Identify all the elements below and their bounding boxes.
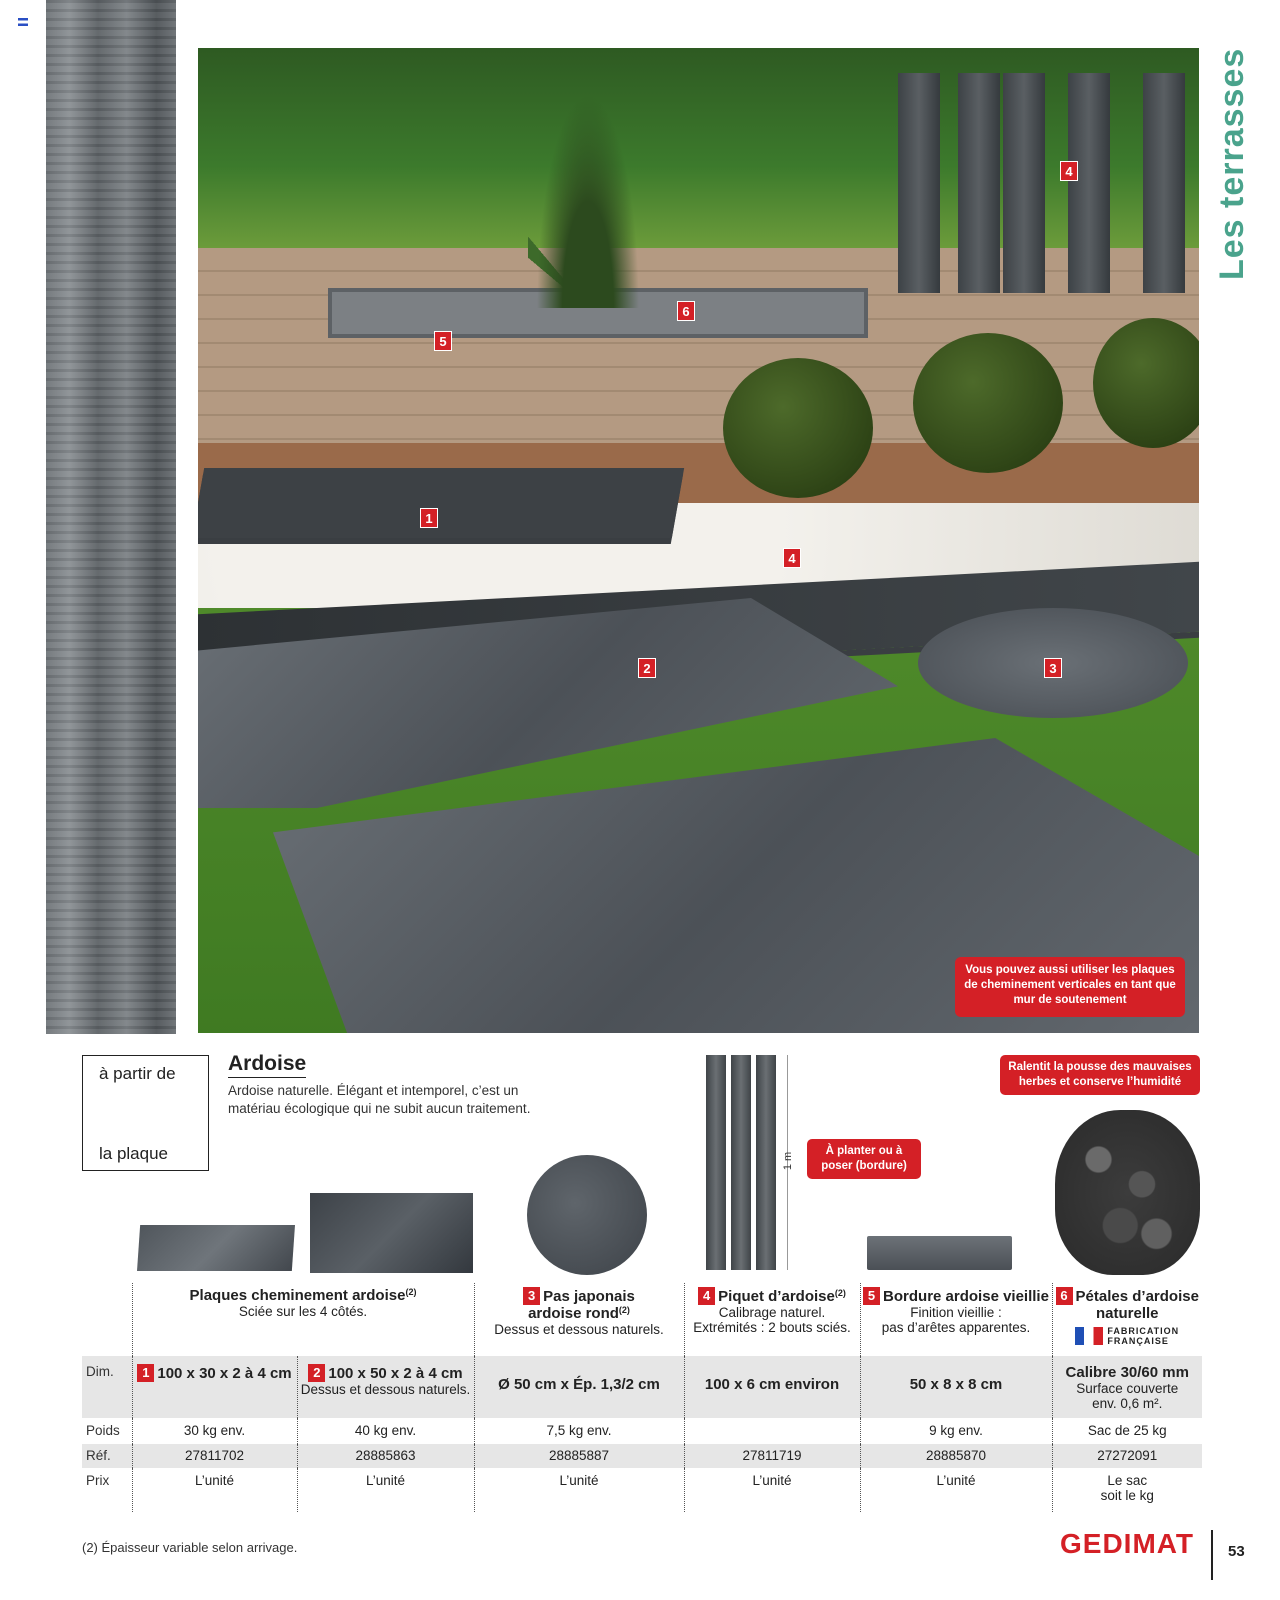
slate-fence-post	[1068, 73, 1110, 293]
row-label-prix: Prix	[86, 1473, 110, 1488]
product-header-pas-japonais: 3 Pas japonais ardoise rond$^{(2)}$ Dessus et dessous naturels.	[474, 1283, 684, 1356]
round-shrub	[723, 358, 873, 498]
photo-marker-4-border: 4	[783, 548, 801, 568]
page-number-divider	[1211, 1530, 1213, 1580]
price-unit-label: la plaque	[99, 1144, 169, 1163]
product-image-border	[867, 1236, 1012, 1270]
product-header-piquet: 4 Piquet d’ardoise$^{(2)}$ Calibrage naturel. Extrémités : 2 bouts sciés.	[684, 1283, 860, 1356]
slate-fence-post	[1143, 73, 1185, 293]
photo-marker-5: 5	[434, 331, 452, 351]
photo-note-callout: Vous pouvez aussi utiliser les plaques de cheminement verticales en tant que mur de soutenement	[955, 957, 1185, 1017]
table-row	[82, 1356, 1202, 1418]
product-image-stake	[731, 1055, 751, 1270]
photo-marker-1: 1	[420, 508, 438, 528]
product-header-petales: 6 Pétales d’ardoise naturelle FABRICATION FRANÇAISE	[1052, 1283, 1202, 1356]
stake-callout: À planter ou à poser (bordure)	[807, 1139, 921, 1179]
dim-cell-1: 1 100 x 30 x 2 à 4 cm	[132, 1356, 297, 1418]
footnote: (2) Épaisseur variable selon arrivage.	[82, 1540, 298, 1555]
table-row: Poids 30 kg env. 40 kg env. 7,5 kg env. 9 kg env. Sac de 25 kg	[82, 1418, 1202, 1444]
product-image-stake	[756, 1055, 776, 1270]
slate-post-image	[46, 0, 176, 1034]
product-image-stake	[706, 1055, 726, 1270]
table-row: Prix L’unité L’unité L’unité L’unité L’unité Le sac soit le kg	[82, 1468, 1202, 1512]
round-shrub	[913, 333, 1063, 473]
slate-fence-post	[958, 73, 1000, 293]
section-side-title: Les terrasses	[1213, 47, 1251, 280]
french-flag-icon	[1075, 1327, 1103, 1345]
product-image-petals	[1055, 1110, 1200, 1275]
gedimat-logo: GEDIMAT	[1060, 1528, 1195, 1559]
product-image-plate-large	[310, 1193, 473, 1273]
slate-fence-post	[1003, 73, 1045, 293]
palm-plant	[528, 58, 648, 308]
product-header-bordure: 5 Bordure ardoise vieillie Finition vieillie : pas d’arêtes apparentes.	[860, 1283, 1052, 1356]
slate-fence-post	[898, 73, 940, 293]
table-row: Réf. 27811702 28885863 28885887 27811719 28885870 27272091	[82, 1444, 1202, 1468]
dim-cell-2: 2 100 x 50 x 2 à 4 cm Dessus et dessous naturels.	[297, 1356, 474, 1418]
product-family-title: Ardoise	[228, 1052, 306, 1078]
spec-table	[82, 1283, 1202, 1512]
table-row	[82, 1283, 1202, 1356]
row-label-poids: Poids	[86, 1423, 120, 1438]
dim-cell-3: Ø 50 cm x Ép. 1,3/2 cm	[474, 1356, 684, 1418]
row-label-ref: Réf.	[82, 1444, 132, 1468]
photo-marker-4-fence: 4	[1060, 161, 1078, 181]
slate-slab-1	[198, 468, 684, 538]
price-from-label: à partir de	[99, 1064, 176, 1083]
photo-marker-2: 2	[638, 658, 656, 678]
product-image-plate-small	[137, 1225, 295, 1271]
garden-photo	[198, 48, 1199, 1033]
dim-cell-6: Calibre 30/60 mm Surface couverte env. 0,6 m².	[1052, 1356, 1202, 1418]
product-family-description: Ardoise naturelle. Élégant et intemporel, c’est un matériau écologique qui ne subit aucun traitement.	[228, 1083, 531, 1116]
fabrication-francaise-badge: FABRICATION FRANÇAISE	[1075, 1326, 1179, 1346]
product-image-stepping-disc	[527, 1155, 647, 1275]
photo-marker-3: 3	[1044, 658, 1062, 678]
price-box	[82, 1055, 209, 1171]
petals-callout: Ralentit la pousse des mauvaises herbes et conserve l’humidité	[1000, 1055, 1200, 1095]
dim-cell-5: 50 x 8 x 8 cm	[860, 1356, 1052, 1418]
page-number: 53	[1228, 1543, 1245, 1560]
dim-cell-4: 100 x 6 cm environ	[684, 1356, 860, 1418]
product-header-plaques: Plaques cheminement ardoise$^{(2)}$ Sciée sur les 4 côtés.	[132, 1283, 474, 1356]
row-label-dim: Dim.	[82, 1356, 132, 1418]
photo-marker-6: 6	[677, 301, 695, 321]
stake-ruler-label: 1 m	[782, 1151, 795, 1171]
top-corner-mark	[18, 18, 28, 26]
